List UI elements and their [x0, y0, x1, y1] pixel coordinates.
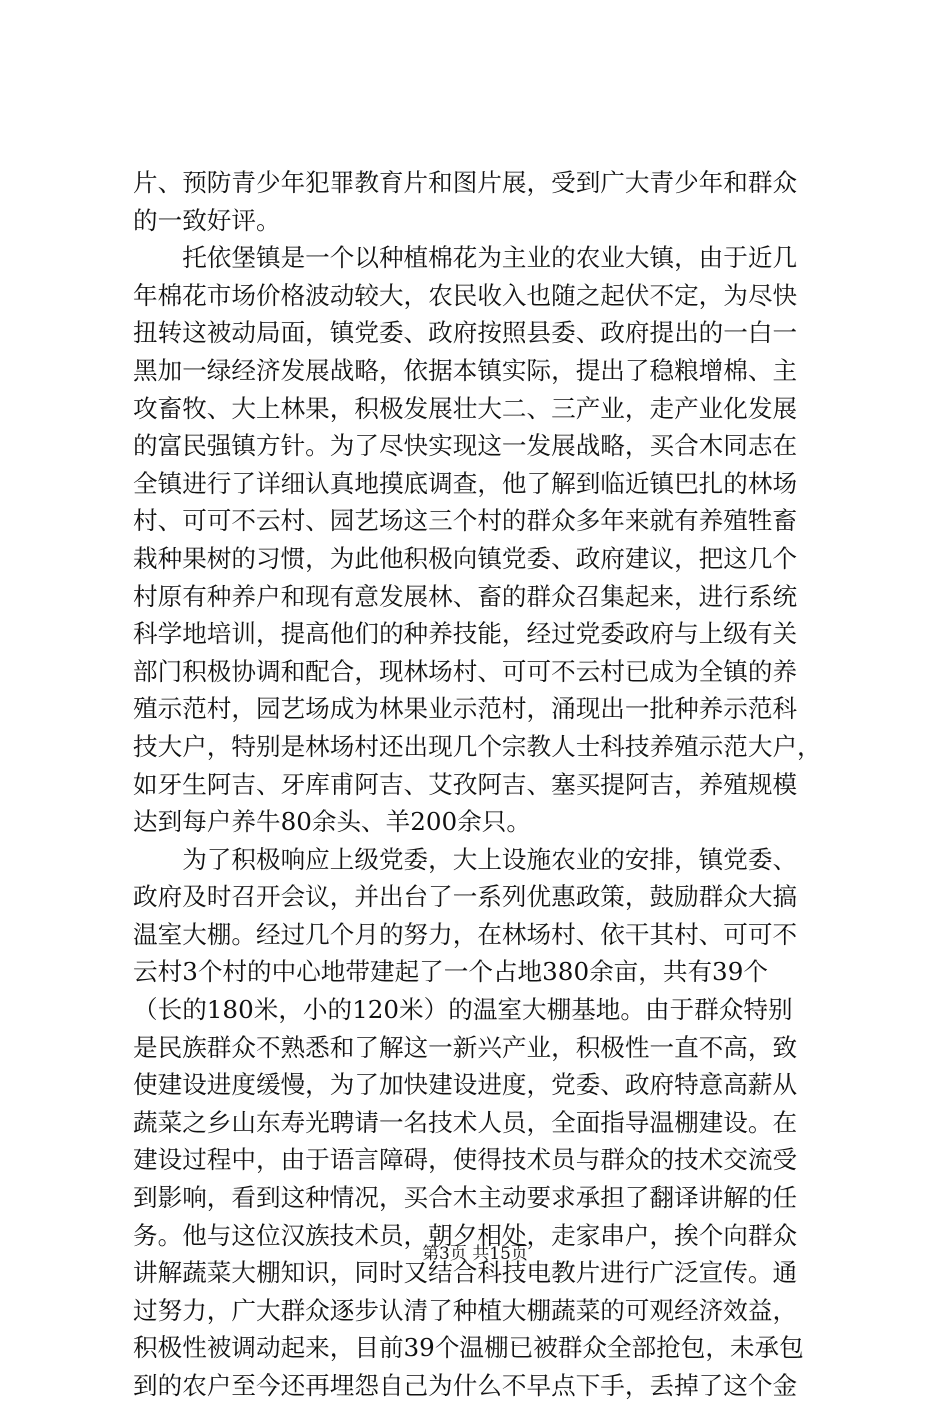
text-line: 片、预防青少年犯罪教育片和图片展，受到广大青少年和群众	[133, 168, 798, 197]
text-line: 攻畜牧、大上林果，积极发展壮大二、三产业，走产业化发展	[133, 393, 798, 423]
text-line: 年棉花市场价格波动较大，农民收入也随之起伏不定，为尽快	[133, 280, 798, 310]
text-line: 部门积极协调和配合，现林场村、可可不云村已成为全镇的养	[133, 656, 798, 686]
text-line: 殖示范村，园艺场成为林果业示范村，涌现出一批种养示范科	[133, 694, 798, 724]
text-line: 的一致好评。	[133, 205, 281, 235]
text-line: 积极性被调动起来，目前39个温棚已被群众全部抢包，未承包	[133, 1333, 804, 1363]
text-line: 建设过程中，由于语言障碍，使得技术员与群众的技术交流受	[133, 1145, 798, 1175]
text-line: 栽种果树的习惯，为此他积极向镇党委、政府建议，把这几个	[133, 543, 798, 573]
text-line: （长的180米，小的120米）的温室大棚基地。由于群众特别	[133, 995, 793, 1025]
text-line: 使建设进度缓慢，为了加快建设进度，党委、政府特意高薪从	[133, 1070, 798, 1100]
text-line: 到的农户至今还再埋怨自己为什么不早点下手，丢掉了这个金	[133, 1371, 798, 1400]
text-line: 达到每户养牛80余头、羊200余只。	[133, 807, 531, 837]
text-line: 为了积极响应上级党委，大上设施农业的安排，镇党委、	[133, 844, 798, 874]
text-line: 蔬菜之乡山东寿光聘请一名技术人员，全面指导温棚建设。在	[133, 1107, 798, 1137]
text-line: 温室大棚。经过几个月的努力，在林场村、依干其村、可可不	[133, 919, 798, 949]
text-line: 政府及时召开会议，并出台了一系列优惠政策，鼓励群众大搞	[133, 882, 798, 912]
text-line: 技大户，特别是林场村还出现几个宗教人士科技养殖示范大户，	[133, 731, 822, 761]
text-line: 黑加一绿经济发展战略，依据本镇实际，提出了稳粮增棉、主	[133, 355, 798, 385]
text-line: 如牙生阿吉、牙库甫阿吉、艾孜阿吉、塞买提阿吉，养殖规模	[133, 769, 798, 799]
body-text	[133, 164, 833, 1405]
text-line: 托依堡镇是一个以种植棉花为主业的农业大镇，由于近几	[133, 243, 798, 273]
text-line: 村原有种养户和现有意发展林、畜的群众召集起来，进行系统	[133, 581, 798, 611]
text-line: 到影响，看到这种情况，买合木主动要求承担了翻译讲解的任	[133, 1183, 798, 1213]
page-number-footer: 第3页 共15页	[422, 1244, 528, 1264]
text-line: 的富民强镇方针。为了尽快实现这一发展战略，买合木同志在	[133, 431, 798, 461]
text-line: 全镇进行了详细认真地摸底调查，他了解到临近镇巴扎的林场	[133, 468, 798, 498]
text-line: 科学地培训，提高他们的种养技能，经过党委政府与上级有关	[133, 619, 798, 649]
text-line: 村、可可不云村、园艺场这三个村的群众多年来就有养殖牲畜	[133, 506, 798, 536]
text-line: 讲解蔬菜大棚知识，同时又结合科技电教片进行广泛宣传。通	[133, 1258, 798, 1288]
text-line: 扭转这被动局面，镇党委、政府按照县委、政府提出的一白一	[133, 318, 798, 348]
text-line: 是民族群众不熟悉和了解这一新兴产业，积极性一直不高，致	[133, 1032, 798, 1062]
text-line: 过努力，广大群众逐步认清了种植大棚蔬菜的可观经济效益，	[133, 1295, 798, 1325]
text-line: 务。他与这位汉族技术员，朝夕相处，走家串户，挨个向群众	[133, 1220, 798, 1250]
text-line: 云村3个村的中心地带建起了一个占地380余亩，共有39个	[133, 957, 768, 987]
